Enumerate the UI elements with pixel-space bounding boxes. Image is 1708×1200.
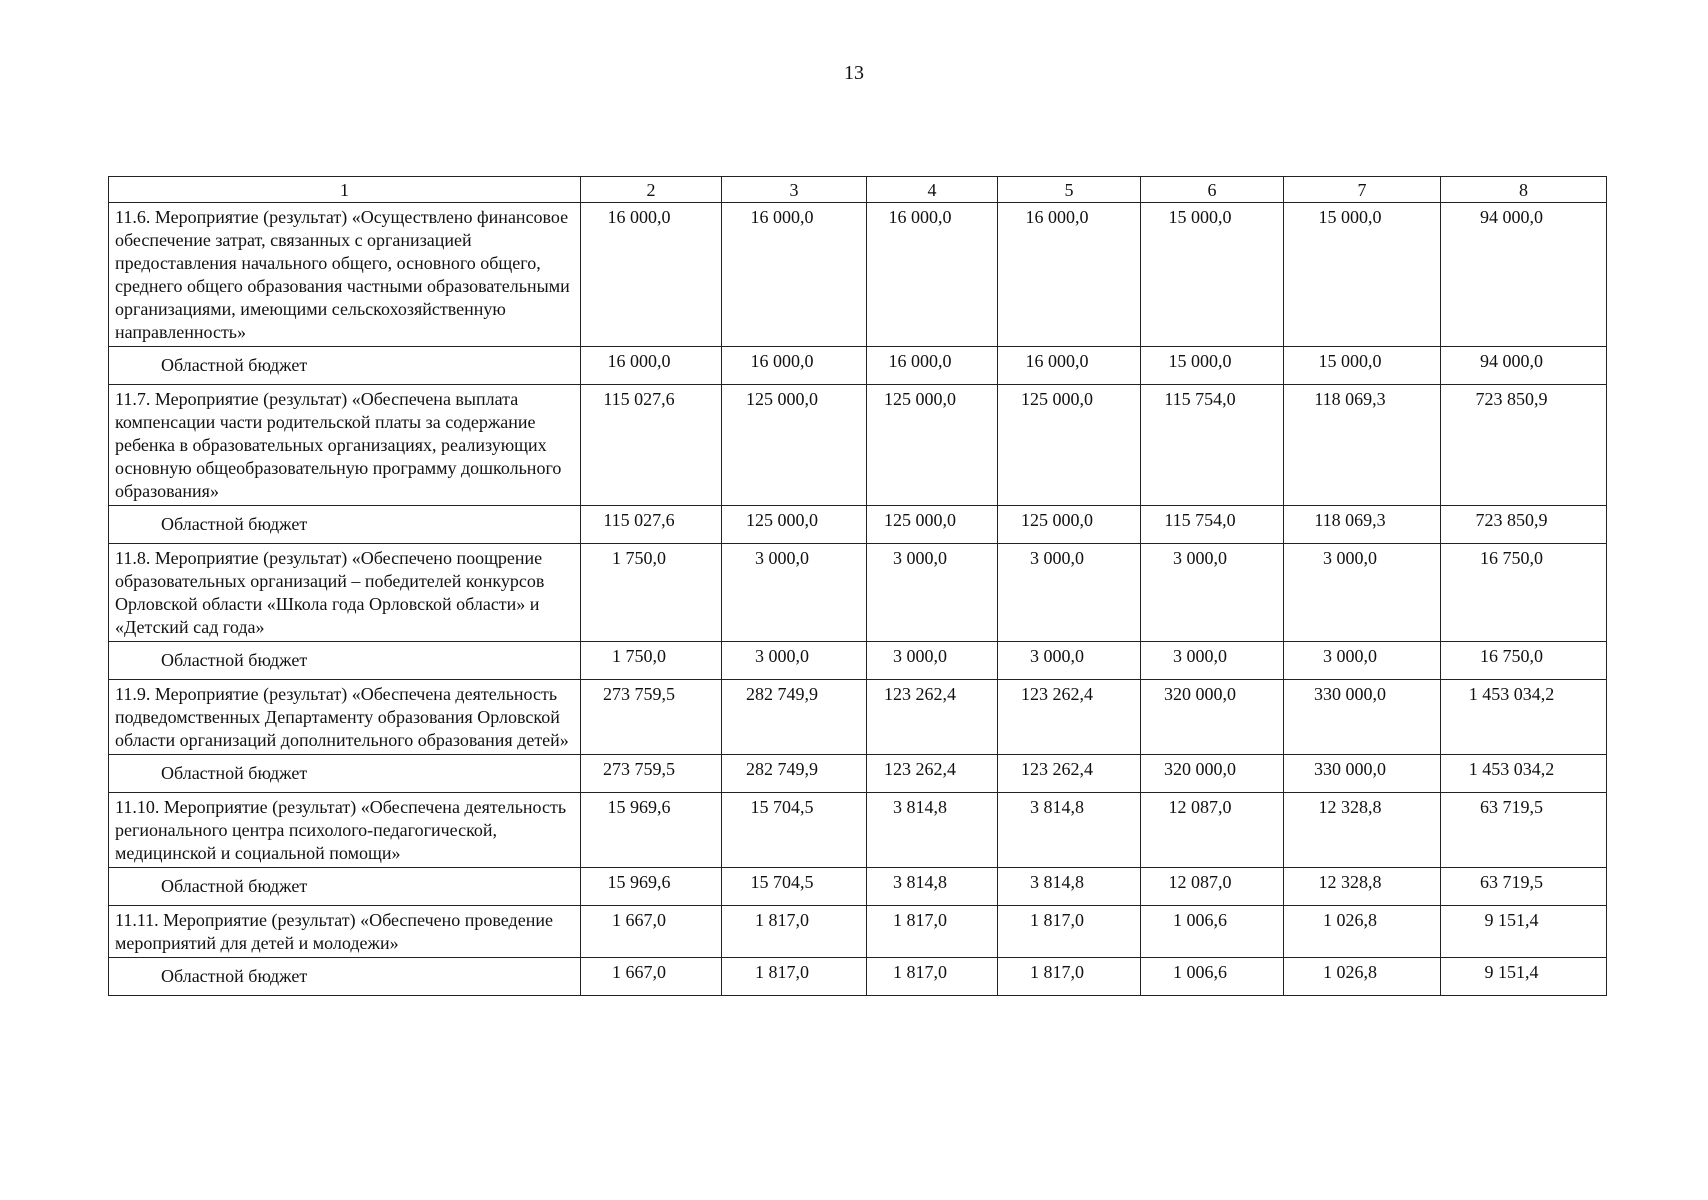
activity-title: 11.8. Мероприятие (результат) «Обеспечено поощрение образовательных организаций – победителей конкурсов Орловской области «Школа года Орловской области» и «Детский сад года»	[109, 544, 581, 642]
budget-value-cell: 16 000,0	[867, 347, 998, 385]
header-cell: 2	[581, 177, 722, 203]
value-cell: 125 000,0	[722, 385, 867, 506]
value-cell: 330 000,0	[1284, 680, 1441, 755]
value-cell: 3 000,0	[867, 544, 998, 642]
budget-value-cell: 3 000,0	[998, 642, 1141, 680]
header-cell: 1	[109, 177, 581, 203]
header-cell: 8	[1441, 177, 1607, 203]
budget-value-cell: 3 000,0	[1141, 642, 1284, 680]
activity-title: 11.11. Мероприятие (результат) «Обеспечено проведение мероприятий для детей и молодежи»	[109, 906, 581, 958]
budget-value-cell: 1 026,8	[1284, 958, 1441, 996]
header-cell: 6	[1141, 177, 1284, 203]
value-cell: 123 262,4	[998, 680, 1141, 755]
budget-value-cell: 118 069,3	[1284, 506, 1441, 544]
value-cell: 273 759,5	[581, 680, 722, 755]
header-cell: 4	[867, 177, 998, 203]
value-cell: 1 453 034,2	[1441, 680, 1607, 755]
budget-value-cell: 1 817,0	[998, 958, 1141, 996]
budget-value-cell: 9 151,4	[1441, 958, 1607, 996]
value-cell: 3 814,8	[998, 793, 1141, 868]
value-cell: 723 850,9	[1441, 385, 1607, 506]
budget-value-cell: 723 850,9	[1441, 506, 1607, 544]
value-cell: 15 000,0	[1284, 203, 1441, 347]
value-cell: 1 026,8	[1284, 906, 1441, 958]
budget-value-cell: 15 704,5	[722, 868, 867, 906]
activity-row	[109, 544, 1607, 642]
budget-value-cell: 1 817,0	[722, 958, 867, 996]
budget-value-cell: 15 969,6	[581, 868, 722, 906]
activity-title: 11.10. Мероприятие (результат) «Обеспечена деятельность регионального центра психолого-педагогической, медицинской и социальной помощи»	[109, 793, 581, 868]
header-row	[109, 177, 1607, 203]
value-cell: 115 754,0	[1141, 385, 1284, 506]
budget-value-cell: 1 817,0	[867, 958, 998, 996]
budget-value-cell: 16 000,0	[722, 347, 867, 385]
budget-value-cell: 273 759,5	[581, 755, 722, 793]
activity-row	[109, 793, 1607, 868]
budget-value-cell: 15 000,0	[1141, 347, 1284, 385]
value-cell: 3 000,0	[722, 544, 867, 642]
budget-value-cell: 125 000,0	[867, 506, 998, 544]
value-cell: 320 000,0	[1141, 680, 1284, 755]
value-cell: 3 000,0	[1284, 544, 1441, 642]
budget-subrow	[109, 347, 1607, 385]
value-cell: 125 000,0	[867, 385, 998, 506]
value-cell: 123 262,4	[867, 680, 998, 755]
budget-label: Областной бюджет	[109, 506, 581, 544]
budget-subrow	[109, 642, 1607, 680]
budget-value-cell: 16 750,0	[1441, 642, 1607, 680]
value-cell: 9 151,4	[1441, 906, 1607, 958]
value-cell: 63 719,5	[1441, 793, 1607, 868]
budget-value-cell: 115 027,6	[581, 506, 722, 544]
budget-value-cell: 320 000,0	[1141, 755, 1284, 793]
budget-value-cell: 63 719,5	[1441, 868, 1607, 906]
activity-row	[109, 385, 1607, 506]
value-cell: 118 069,3	[1284, 385, 1441, 506]
value-cell: 15 000,0	[1141, 203, 1284, 347]
budget-subrow	[109, 958, 1607, 996]
budget-value-cell: 125 000,0	[722, 506, 867, 544]
budget-table	[108, 176, 1607, 996]
budget-value-cell: 3 000,0	[867, 642, 998, 680]
budget-label: Областной бюджет	[109, 642, 581, 680]
value-cell: 3 000,0	[998, 544, 1141, 642]
budget-value-cell: 125 000,0	[998, 506, 1141, 544]
value-cell: 3 000,0	[1141, 544, 1284, 642]
budget-value-cell: 115 754,0	[1141, 506, 1284, 544]
budget-value-cell: 94 000,0	[1441, 347, 1607, 385]
budget-value-cell: 123 262,4	[867, 755, 998, 793]
value-cell: 115 027,6	[581, 385, 722, 506]
budget-value-cell: 282 749,9	[722, 755, 867, 793]
value-cell: 16 000,0	[867, 203, 998, 347]
value-cell: 16 000,0	[722, 203, 867, 347]
budget-label: Областной бюджет	[109, 958, 581, 996]
value-cell: 282 749,9	[722, 680, 867, 755]
budget-label: Областной бюджет	[109, 347, 581, 385]
value-cell: 12 328,8	[1284, 793, 1441, 868]
value-cell: 12 087,0	[1141, 793, 1284, 868]
activity-title: 11.7. Мероприятие (результат) «Обеспечена выплата компенсации части родительской платы за содержание ребенка в образовательных организациях, реализующих основную общеобразовательную программу дошкольного образования»	[109, 385, 581, 506]
value-cell: 1 667,0	[581, 906, 722, 958]
header-cell: 3	[722, 177, 867, 203]
value-cell: 1 817,0	[998, 906, 1141, 958]
budget-value-cell: 1 006,6	[1141, 958, 1284, 996]
value-cell: 94 000,0	[1441, 203, 1607, 347]
budget-label: Областной бюджет	[109, 755, 581, 793]
activity-row	[109, 203, 1607, 347]
budget-value-cell: 1 667,0	[581, 958, 722, 996]
value-cell: 1 006,6	[1141, 906, 1284, 958]
value-cell: 16 000,0	[998, 203, 1141, 347]
activity-title: 11.9. Мероприятие (результат) «Обеспечена деятельность подведомственных Департаменту образования Орловской области организаций дополнительного образования детей»	[109, 680, 581, 755]
budget-value-cell: 123 262,4	[998, 755, 1141, 793]
header-cell: 5	[998, 177, 1141, 203]
budget-value-cell: 3 814,8	[867, 868, 998, 906]
value-cell: 125 000,0	[998, 385, 1141, 506]
budget-label: Областной бюджет	[109, 868, 581, 906]
budget-subrow	[109, 506, 1607, 544]
budget-value-cell: 12 087,0	[1141, 868, 1284, 906]
value-cell: 15 704,5	[722, 793, 867, 868]
value-cell: 16 000,0	[581, 203, 722, 347]
value-cell: 1 750,0	[581, 544, 722, 642]
budget-subrow	[109, 755, 1607, 793]
budget-value-cell: 3 000,0	[1284, 642, 1441, 680]
budget-value-cell: 330 000,0	[1284, 755, 1441, 793]
value-cell: 16 750,0	[1441, 544, 1607, 642]
page-number: 13	[844, 62, 864, 84]
value-cell: 15 969,6	[581, 793, 722, 868]
budget-subrow	[109, 868, 1607, 906]
value-cell: 1 817,0	[722, 906, 867, 958]
header-cell: 7	[1284, 177, 1441, 203]
budget-value-cell: 1 750,0	[581, 642, 722, 680]
budget-value-cell: 1 453 034,2	[1441, 755, 1607, 793]
budget-value-cell: 16 000,0	[581, 347, 722, 385]
value-cell: 1 817,0	[867, 906, 998, 958]
budget-value-cell: 3 814,8	[998, 868, 1141, 906]
value-cell: 3 814,8	[867, 793, 998, 868]
budget-value-cell: 3 000,0	[722, 642, 867, 680]
budget-value-cell: 16 000,0	[998, 347, 1141, 385]
activity-row	[109, 680, 1607, 755]
budget-value-cell: 15 000,0	[1284, 347, 1441, 385]
activity-title: 11.6. Мероприятие (результат) «Осуществлено финансовое обеспечение затрат, связанных с организацией предоставления начального общего, основного общего, среднего общего образования частными образовательными организациями, имеющими сельскохозяйственную направленность»	[109, 203, 581, 347]
budget-value-cell: 12 328,8	[1284, 868, 1441, 906]
activity-row	[109, 906, 1607, 958]
